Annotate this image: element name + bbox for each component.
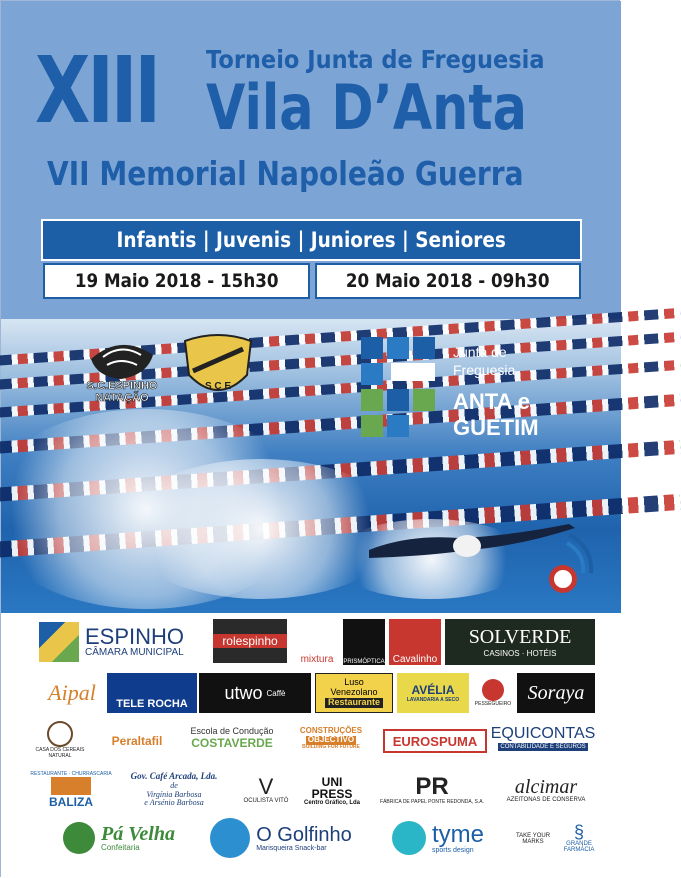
- pa-velha-mark-icon: [63, 822, 95, 854]
- cereais-mark-icon: [47, 721, 73, 747]
- sponsor-cavalinho: [389, 619, 441, 665]
- take-name: TAKE YOUR MARKS: [515, 833, 551, 845]
- pr-sub: FÁBRICA DE PAPEL PONTE REDONDA, S.A.: [380, 799, 484, 805]
- unipress-l2: PRESS: [311, 787, 353, 801]
- tyme-mark-icon: [392, 821, 426, 855]
- cafe-l3: Virgínia Barbosa: [146, 789, 202, 799]
- junta-line1: Junta de: [453, 344, 507, 360]
- avelia-sub: LAVANDARIA A SECO: [406, 697, 460, 703]
- cereais-name: CASA DOS CEREAIS NATURAL: [35, 747, 85, 759]
- golfinho-mark-icon: [210, 818, 250, 858]
- pa-velha-sub: Confeitaria: [101, 843, 140, 852]
- sponsor-ponte-redonda: [373, 767, 491, 813]
- cafe-l1: Gov. Café Arcada, Lda.: [130, 770, 218, 781]
- unipress-l3: Centro Gráfico, Lda: [303, 800, 360, 806]
- categories-band: [41, 219, 582, 261]
- equicontas-sub: CONTABILIDADE E SEGUROS: [500, 744, 586, 750]
- espinho-sub: CÂMARA MUNICIPAL: [85, 647, 184, 658]
- alcimar-sub: AZEITONAS DE CONSERVA: [506, 797, 586, 803]
- sponsor-take-your-marks: [513, 819, 553, 859]
- sponsor-solverde: [445, 619, 595, 665]
- utwo-name: utwo: [224, 682, 263, 703]
- alcimar-name: alcimar: [514, 776, 578, 798]
- pessegueiro-mark-icon: [482, 679, 504, 701]
- luso-l1: Luso: [344, 677, 364, 688]
- espinho-club-name: S.C.ESPINHO: [86, 380, 158, 392]
- construcoes-l2: OBJECTIVO: [307, 735, 355, 745]
- tyme-sub: sports design: [431, 846, 474, 854]
- date-box-1: [43, 263, 310, 299]
- edition-numeral: XIII: [35, 37, 158, 144]
- sponsor-prismoptica: [343, 619, 385, 665]
- golfinho-sub: Marisqueira Snack-bar: [256, 844, 327, 852]
- rolespinho-name: rolespinho: [213, 634, 287, 648]
- date-2: 20 Maio 2018 - 09h30: [346, 270, 550, 292]
- luso-l3: Restaurante: [325, 698, 383, 708]
- espinho-mark-icon: [39, 622, 79, 662]
- costaverde-name: COSTAVERDE: [191, 736, 273, 750]
- sce-letters: S C E: [204, 381, 232, 392]
- sponsor-tele-rocha: [107, 673, 197, 713]
- date-1: 19 Maio 2018 - 15h30: [74, 270, 279, 292]
- sponsor-tyme: [363, 815, 513, 861]
- sponsor-o-golfinho: [201, 813, 361, 863]
- sponsor-cafe-arcada: [109, 767, 239, 813]
- sponsor-soraya: [517, 673, 595, 713]
- sponsor-pa-velha: [39, 815, 199, 861]
- categories-text: Infantis | Juvenis | Juniores | Seniores: [116, 228, 507, 252]
- cavalinho-name: Cavalinho: [392, 654, 438, 665]
- pessegueiro-name: PESSEGUEIRO: [474, 701, 512, 707]
- peraltafil-name: Peraltafil: [111, 734, 163, 748]
- solverde-name: SOLVERDE: [468, 626, 572, 648]
- tyme-name: tyme: [431, 820, 484, 848]
- sponsor-eurospuma: [383, 729, 487, 753]
- sponsor-unipress: [293, 769, 371, 813]
- sponsor-aipal: [39, 671, 105, 715]
- junta-freguesia-logo: [361, 337, 541, 447]
- construcoes-l3: BUILDING FOR FUTURE: [302, 744, 360, 751]
- poster-header: [1, 1, 621, 319]
- junta-name1: ANTA e: [453, 389, 530, 414]
- sponsor-baliza: [30, 767, 112, 813]
- swim-club-badge-logo: [539, 533, 593, 607]
- sponsor-utwo: [199, 673, 311, 713]
- sponsor-alcimar: [493, 767, 599, 813]
- luso-l2: Venezolano: [330, 687, 378, 698]
- espinho-club-sub: NATAÇÃO: [95, 392, 149, 404]
- golfinho-name: O Golfinho: [256, 823, 352, 846]
- vito-mark-icon: V: [258, 774, 274, 799]
- tournament-title: Torneio Junta de Freguesia: [206, 45, 545, 74]
- farmacia-name: GRANDE FARMÁCIA: [563, 841, 595, 853]
- aipal-name: Aipal: [48, 680, 96, 705]
- sponsor-avelia: [397, 673, 469, 713]
- solverde-sub: CASINOS · HOTÉIS: [483, 649, 557, 658]
- escola-name: Escola de Condução: [190, 726, 274, 736]
- sponsor-rolespinho: [213, 619, 287, 663]
- sponsor-luso-venezolano: [315, 673, 393, 713]
- sponsor-mixtura: [295, 619, 339, 665]
- telerocha-name: TELE ROCHA: [116, 698, 188, 710]
- date-box-2: [315, 263, 581, 299]
- memorial-title: VII Memorial Napoleão Guerra: [47, 154, 524, 193]
- equicontas-name: EQUICONTAS: [490, 725, 596, 742]
- junta-name2: GUETIM: [453, 415, 539, 440]
- soraya-name: Soraya: [527, 681, 585, 704]
- pa-velha-name: Pá Velha: [101, 823, 175, 845]
- cafe-l4: e Arsénio Barbosa: [144, 798, 204, 808]
- avelia-name: AVÉLIA: [411, 683, 455, 697]
- junta-line2: Freguesia: [453, 362, 516, 378]
- venue-title: Vila D’Anta: [206, 71, 527, 144]
- utwo-sub: Caffè: [266, 688, 286, 698]
- mixtura-name: mixtura: [300, 654, 334, 665]
- farmacia-mark-icon: §: [573, 822, 584, 842]
- cafe-l2: de: [170, 780, 178, 790]
- baliza-mark-icon: [51, 777, 91, 795]
- sponsors-area: [1, 613, 621, 878]
- eurospuma-name: EUROSPUMA: [392, 733, 478, 749]
- baliza-sub: RESTAURANTE · CHURRASCARIA: [30, 771, 112, 777]
- unipress-l1: UNI: [321, 775, 343, 789]
- pr-name: PR: [415, 773, 449, 800]
- sponsor-pessegueiro: [473, 673, 513, 713]
- sponsor-oculista-vito: [241, 767, 291, 813]
- prismoptica-name: PRISMÓPTICA: [343, 659, 385, 665]
- sponsor-peraltafil: [89, 727, 185, 755]
- construcoes-l1: CONSTRUÇÕES: [299, 726, 363, 736]
- sponsor-casa-cereais: [35, 715, 85, 765]
- sponsor-camara-espinho: [39, 619, 211, 665]
- espinho-name: ESPINHO: [85, 624, 185, 649]
- sponsor-costaverde: [187, 715, 277, 761]
- baliza-name: BALIZA: [49, 795, 93, 809]
- sce-club-logo: [177, 331, 259, 401]
- sponsor-grande-farmacia: [557, 815, 601, 861]
- sponsor-construcoes-objectivo: [281, 719, 381, 759]
- oculista-name: OCULISTA VITÓ: [243, 798, 289, 804]
- espinho-natacao-logo: [81, 331, 163, 403]
- sponsor-equicontas: [491, 717, 595, 759]
